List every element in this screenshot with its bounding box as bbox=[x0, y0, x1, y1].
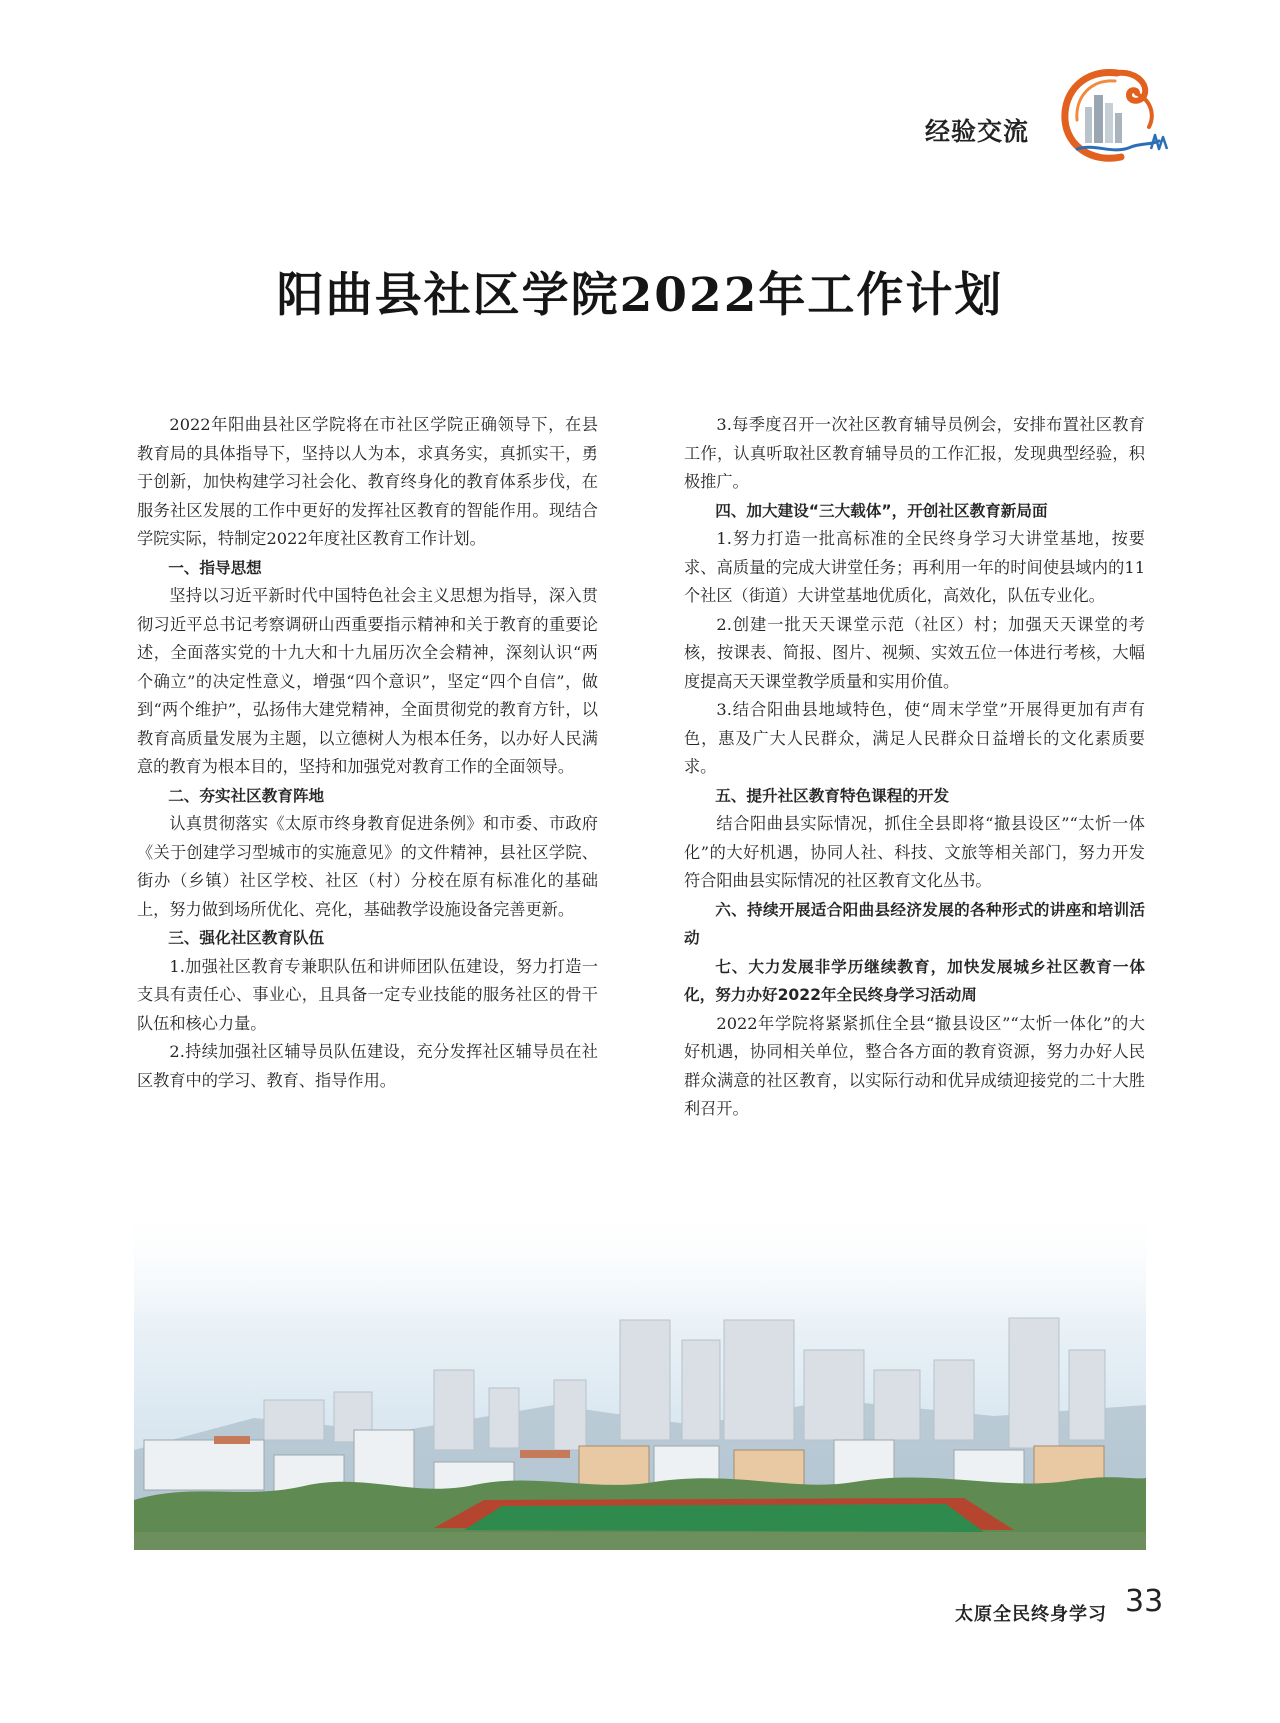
article-right-column bbox=[684, 411, 1145, 1124]
section-heading: 二、夯实社区教育阵地 bbox=[168, 786, 325, 805]
paragraph: 2.创建一批天天课堂示范（社区）村；加强天天课堂的考核，按课表、简报、图片、视频、实效五位一体进行考核，大幅度提高天天课堂教学质量和实用价值。 bbox=[684, 614, 1145, 691]
paragraph: 3.结合阳曲县地域特色，使“周末学堂”开展得更加有声有色，惠及广大人民群众，满足人民群众日益增长的文化素质要求。 bbox=[684, 700, 1145, 776]
section-heading: 六、持续开展适合阳曲县经济发展的各种形式的讲座和培训活动 bbox=[684, 900, 1145, 947]
paragraph: 1.努力打造一批高标准的全民终身学习大讲堂基地，按要求、高质量的完成大讲堂任务；再利用一年的时间使县域内的11个社区（街道）大讲堂基地优质化，高效化，队伍专业化。 bbox=[684, 529, 1145, 605]
paragraph: 1.加强社区教育专兼职队伍和讲师团队伍建设，努力打造一支具有责任心、事业心，且具备一定专业技能的服务社区的骨干队伍和核心力量。 bbox=[137, 956, 598, 1033]
article-left-column bbox=[137, 411, 598, 1095]
section-heading: 三、强化社区教育队伍 bbox=[168, 929, 325, 947]
paragraph: 结合阳曲县实际情况，抓住全县即将“撤县设区”“太忻一体化”的大好机遇，协同人社、科技、文旅等相关部门，努力开发符合阳曲县实际情况的社区教育文化丛书。 bbox=[684, 814, 1145, 890]
paragraph: 3.每季度召开一次社区教育辅导员例会，安排布置社区教育工作，认真听取社区教育辅导员的工作汇报，发现典型经验，积极推广。 bbox=[684, 415, 1145, 491]
section-heading: 四、加大建设“三大载体”，开创社区教育新局面 bbox=[715, 501, 1048, 520]
section-tag: 经验交流 bbox=[925, 117, 1030, 146]
section-heading: 五、提升社区教育特色课程的开发 bbox=[715, 786, 950, 805]
paragraph: 2.持续加强社区辅导员队伍建设，充分发挥社区辅导员在社区教育中的学习、教育、指导作用。 bbox=[137, 1042, 598, 1090]
paragraph: 认真贯彻落实《太原市终身教育促进条例》和市委、市政府《关于创建学习型城市的实施意见》的文件精神，县社区学院、街办（乡镇）社区学校、社区（村）分校在原有标准化的基础上，努力做到场所优化、亮化，基础教学设施设备完善更新。 bbox=[137, 814, 598, 919]
paragraph: 坚持以习近平新时代中国特色社会主义思想为指导，深入贯彻习近平总书记考察调研山西重要指示精神和关于教育的重要论述，全面落实党的十九大和十九届历次全会精神，深刻认识“两个确立”的决定性意义，增强“四个意识”，坚定“四个自信”，做到“两个维护”，弘扬伟大建党精神，全面贯彻党的教育方针，以教育高质量发展为主题，以立德树人为根本任务，以办好人民满意的教育为根本目的，坚持和加强党对教育工作的全面领导。 bbox=[137, 586, 598, 776]
publication-name: 太原全民终身学习 bbox=[955, 1604, 1107, 1625]
paragraph: 2022年学院将紧紧抓住全县“撤县设区”“太忻一体化”的大好机遇，协同相关单位，整合各方面的教育资源，努力办好人民群众满意的社区教育，以实际行动和优异成绩迎接党的二十大胜利召开。 bbox=[684, 1013, 1145, 1118]
page-number: 33 bbox=[1125, 1584, 1164, 1619]
article-title: 阳曲县社区学院2022年工作计划 bbox=[276, 268, 1004, 323]
paragraph: 2022年阳曲县社区学院将在市社区学院正确领导下，在县教育局的具体指导下，坚持以人为本，求真务实，真抓实干，勇于创新，加快构建学习社会化、教育终身化的教育体系步伐，在服务社区发展的工作中更好的发挥社区教育的智能作用。现结合学院实际，特制定2022年度社区教育工作计划。 bbox=[137, 415, 598, 548]
section-heading: 七、大力发展非学历继续教育，加快发展城乡社区教育一体化，努力办好2022年全民终身学习活动周 bbox=[684, 957, 1145, 1004]
city-skyline-photo bbox=[134, 1200, 1146, 1550]
swirl-city-logo-icon bbox=[1055, 65, 1170, 165]
section-heading: 一、指导思想 bbox=[168, 558, 262, 577]
